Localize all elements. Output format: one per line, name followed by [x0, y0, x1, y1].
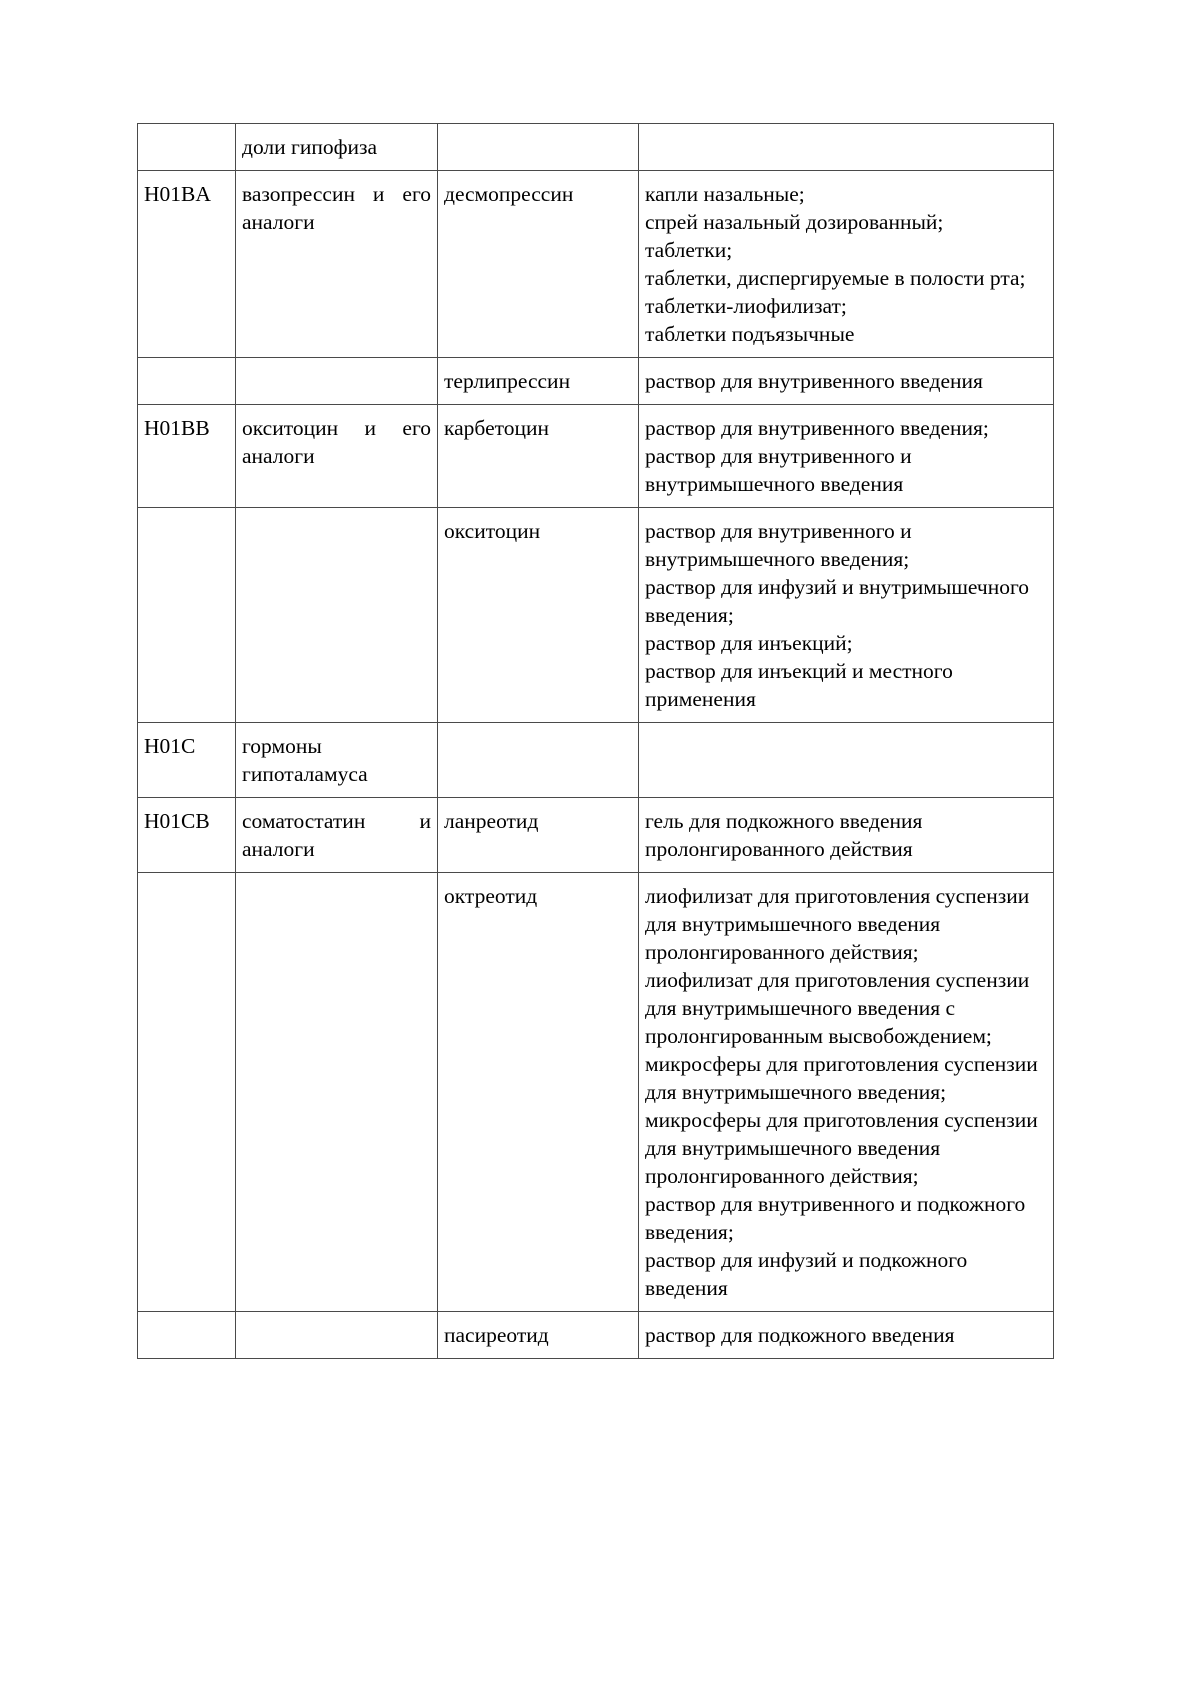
- dosage-form-item: раствор для инъекций;: [645, 631, 853, 655]
- table-row: [138, 358, 1054, 405]
- table-row: [138, 723, 1054, 798]
- drug-name-cell: октреотид: [438, 873, 639, 1312]
- dosage-form-item: раствор для внутривенного и подкожного введения;: [645, 1192, 1026, 1244]
- dosage-forms-cell: [639, 723, 1054, 798]
- dosage-form-item: раствор для инфузий и внутримышечного введения;: [645, 575, 1029, 627]
- drug-name-cell: окситоцин: [438, 508, 639, 723]
- dosage-forms-cell: [639, 1312, 1054, 1359]
- dosage-form-item: спрей назальный дозированный;: [645, 210, 944, 234]
- table-body: [138, 124, 1054, 1359]
- anatomical-therapeutic-group-cell: [236, 1312, 438, 1359]
- dosage-form-item: раствор для подкожного введения: [645, 1323, 955, 1347]
- drug-name-cell: [438, 124, 639, 171]
- dosage-form-item: раствор для внутривенного введения;: [645, 416, 989, 440]
- drug-name-cell: ланреотид: [438, 798, 639, 873]
- anatomical-therapeutic-group-cell: [236, 873, 438, 1312]
- table-row: [138, 405, 1054, 508]
- drug-name-cell: [438, 723, 639, 798]
- dosage-forms-cell: [639, 124, 1054, 171]
- table-row: [138, 171, 1054, 358]
- anatomical-therapeutic-group-cell: окситоцин и его аналоги: [236, 405, 438, 508]
- dosage-form-item: таблетки, диспергируемые в полости рта;: [645, 266, 1026, 290]
- anatomical-therapeutic-group-cell: доли гипофиза: [236, 124, 438, 171]
- table-row: [138, 124, 1054, 171]
- anatomical-therapeutic-group-cell: гормоны гипоталамуса: [236, 723, 438, 798]
- drug-classification-table: [137, 123, 1054, 1359]
- dosage-form-item: раствор для внутривенного введения: [645, 369, 983, 393]
- dosage-form-item: таблетки-лиофилизат;: [645, 294, 847, 318]
- drug-name-cell: терлипрессин: [438, 358, 639, 405]
- dosage-form-item: раствор для инъекций и местного применения: [645, 659, 953, 711]
- table-row: [138, 873, 1054, 1312]
- dosage-form-item: лиофилизат для приготовления суспензии для внутримышечного введения пролонгированного действия;: [645, 884, 1030, 964]
- atc-code-cell: H01C: [138, 723, 236, 798]
- atc-code-cell: [138, 358, 236, 405]
- atc-code-cell: H01CB: [138, 798, 236, 873]
- dosage-forms-cell: [639, 171, 1054, 358]
- dosage-forms-cell: [639, 358, 1054, 405]
- atc-code-cell: [138, 1312, 236, 1359]
- dosage-forms-cell: [639, 405, 1054, 508]
- atc-code-cell: [138, 873, 236, 1312]
- atc-code-cell: H01BB: [138, 405, 236, 508]
- table-row: [138, 798, 1054, 873]
- anatomical-therapeutic-group-cell: вазопрессин и его аналоги: [236, 171, 438, 358]
- atc-code-cell: H01BA: [138, 171, 236, 358]
- atc-code-cell: [138, 508, 236, 723]
- atc-code-cell: [138, 124, 236, 171]
- dosage-form-item: раствор для внутривенного и внутримышечного введения;: [645, 519, 912, 571]
- dosage-form-item: раствор для инфузий и подкожного введения: [645, 1248, 968, 1300]
- dosage-form-item: раствор для внутривенного и внутримышечного введения: [645, 444, 912, 496]
- anatomical-therapeutic-group-cell: [236, 508, 438, 723]
- dosage-form-item: микросферы для приготовления суспензии для внутримышечного введения пролонгированного действия;: [645, 1108, 1038, 1188]
- dosage-forms-cell: [639, 798, 1054, 873]
- dosage-forms-cell: [639, 508, 1054, 723]
- anatomical-therapeutic-group-cell: соматостатин и аналоги: [236, 798, 438, 873]
- anatomical-therapeutic-group-cell: [236, 358, 438, 405]
- table-row: [138, 1312, 1054, 1359]
- dosage-form-item: таблетки подъязычные: [645, 322, 855, 346]
- drug-name-cell: десмопрессин: [438, 171, 639, 358]
- dosage-form-item: лиофилизат для приготовления суспензии для внутримышечного введения с пролонгированным высвобождением;: [645, 968, 1030, 1048]
- drug-name-cell: пасиреотид: [438, 1312, 639, 1359]
- dosage-form-item: капли назальные;: [645, 182, 805, 206]
- dosage-forms-cell: [639, 873, 1054, 1312]
- drug-name-cell: карбетоцин: [438, 405, 639, 508]
- dosage-form-item: таблетки;: [645, 238, 733, 262]
- dosage-form-item: гель для подкожного введения пролонгированного действия: [645, 809, 923, 861]
- dosage-form-item: микросферы для приготовления суспензии для внутримышечного введения;: [645, 1052, 1038, 1104]
- table-row: [138, 508, 1054, 723]
